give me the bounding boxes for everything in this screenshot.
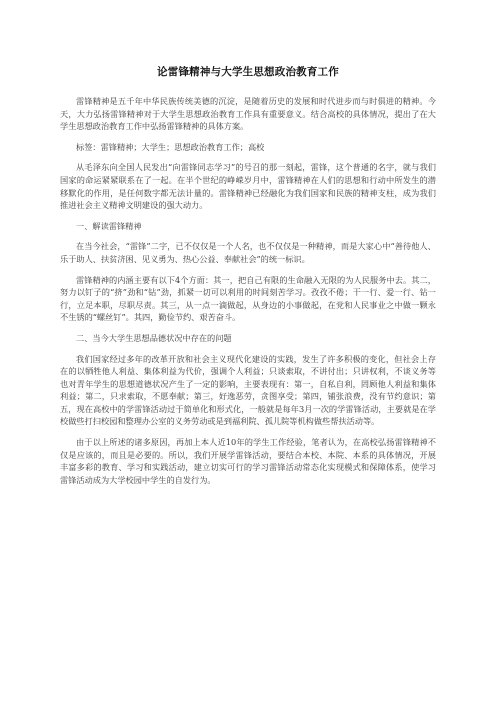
section-2-paragraph-1: 我们国家经过多年的改革开放和社会主义现代化建设的实践，发生了许多积极的变化，但社会上存在的以牺牲他人利益、集体利益为代价，强调个人利益；只谈索取，不讲付出；只讲权利，不谈义务等也对青年学生的思想道德状况产生了一定的影响，主要表现有：第一，自私自利，罔顾他人利益和集体利益；第二，只求索取，不愿奉献；第三，好逸恶劳，贪图享受；第四，铺张浪费，没有节约意识；第五，现在高校中的学雷锋活动过于简单化和形式化，一般就是每年3月一次的学雷锋活动，主要就是在学校做些打扫校园和整理办公室的义务劳动或是到福利院、孤儿院等机构做些帮扶活动等。 bbox=[60, 353, 436, 427]
section-1-paragraph-1: 在当今社会，“雷锋”二字，已不仅仅是一个人名，也不仅仅是一种精神，而是大家心中“善待他人、乐于助人、扶贫济困、见义勇为、热心公益、奉献社会”的统一标识。 bbox=[60, 241, 436, 264]
document-title: 论雷锋精神与大学生思想政治教育工作 bbox=[157, 66, 339, 78]
section-2-paragraph-2: 由于以上所述的诸多原因，再加上本人近10年的学生工作经验，笔者认为，在高校弘扬雷锋精神不仅是应该的，而且是必要的。所以，我们开展学雷锋活动，要结合本校、本院、本系的具体情况，开展丰富多彩的教育、学习和实践活动，建立切实可行的学习雷锋活动常态化实现模式和保障体系，使学习雷锋活动成为大学校园中学生的自发行为。 bbox=[60, 437, 436, 485]
abstract-paragraph: 雷锋精神是五千年中华民族传统美德的沉淀，是随着历史的发展和时代进步而与时俱进的精神。今天，大力弘扬雷锋精神对于大学生思想政治教育工作具有重要意义。结合高校的具体情况，提出了在大学生思想政治教育工作中弘扬雷锋精神的具体方案。 bbox=[60, 96, 436, 132]
section-1-heading: 一、解读雷锋精神 bbox=[76, 220, 142, 231]
section-1-paragraph-2: 雷锋精神的内涵主要有以下4个方面：其一，把自己有限的生命融入无限的为人民服务中去。其二，努力以钉子的“挤”劲和“钻”劲，抓紧一切可以利用的时间刻苦学习。孜孜不倦；干一行、爱一行、钻一行，立足本职，尽职尽责。其三，从一点一滴做起，从身边的小事做起，在党和人民事业之中做一颗永不生锈的“螺丝钉”。其四，勤俭节约、艰苦奋斗。 bbox=[60, 274, 436, 323]
section-2-heading: 二、当今大学生思想品德状况中存在的问题 bbox=[76, 332, 232, 343]
intro-paragraph: 从毛泽东向全国人民发出“向雷锋同志学习”的号召的那一刻起，雷锋，这个普通的名字，就与我们国家的命运紧紧联系在了一起。在半个世纪的峥嵘岁月中，雷锋精神在人们的思想和行动中所发生的潜移默化的作用，是任何数字都无法计量的。雷锋精神已经融化为我们国家和民族的精神支柱，成为我们推进社会主义精神文明建设的强大动力。 bbox=[60, 162, 436, 211]
keywords-line: 标签：雷锋精神；大学生；思想政治教育工作；高校 bbox=[76, 141, 265, 152]
